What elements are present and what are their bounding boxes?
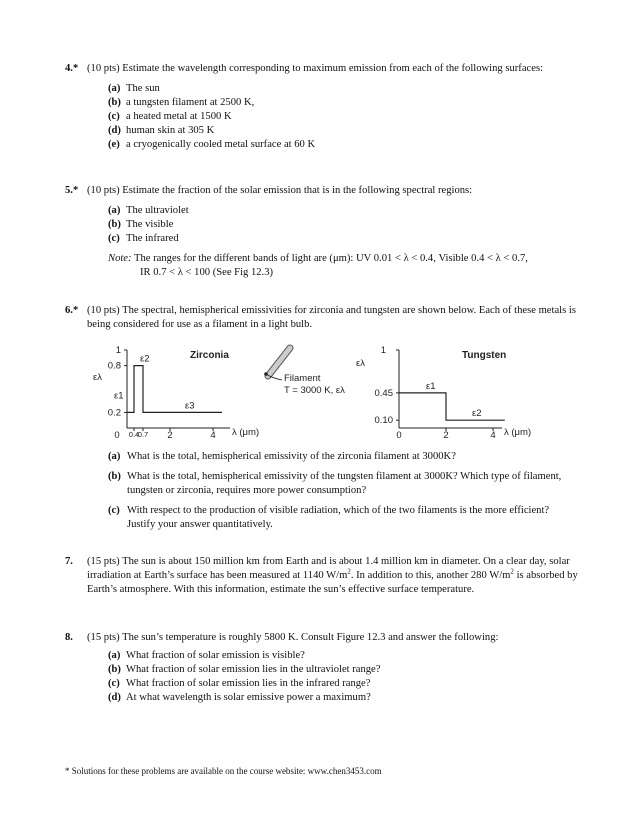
problem-number: 8. <box>65 632 73 643</box>
problem-items <box>65 450 580 532</box>
emissivity-figures <box>90 340 550 440</box>
problem-number: 7. <box>65 556 73 567</box>
list-item: (b) What fraction of solar emission lies in the ultraviolet range? <box>108 664 381 675</box>
filament-label: Filament <box>284 373 321 384</box>
problem-items <box>65 649 580 705</box>
tungsten-x-tick-label: 2 <box>443 430 449 440</box>
list-item: (a) What is the total, hemispherical emissivity of the zirconia filament at 3000K? <box>108 451 456 462</box>
list-item: (a) The ultraviolet <box>108 205 189 216</box>
tungsten-y-tick-label: 0.45 <box>374 387 393 399</box>
problem-items <box>65 204 580 246</box>
zirconia-x-label: λ (μm) <box>232 427 260 438</box>
list-item: (d) At what wavelength is solar emissive power a maximum? <box>108 692 371 703</box>
problem-8 <box>65 631 580 705</box>
tungsten-region-e1: ε1 <box>426 380 436 392</box>
zirconia-x-tick-label: 0 <box>114 430 120 440</box>
problem-6 <box>65 304 580 332</box>
tungsten-series-line <box>399 393 505 420</box>
problem-prompt: (10 pts) The spectral, hemispherical emissivities for zirconia and tungsten are shown below. Each of these metals is being considered for use as a filament in a light bulb. <box>87 305 576 330</box>
problem-number: 4.* <box>65 63 79 74</box>
list-item: (c) a heated metal at 1500 K <box>108 111 232 122</box>
problem-prompt: (10 pts) Estimate the fraction of the solar emission that is in the following spectral regions: <box>87 185 473 196</box>
filament-rod-highlight <box>268 348 290 376</box>
zirconia-x-tick-label: 0.7 <box>137 430 149 439</box>
list-item: (b) a tungsten filament at 2500 K, <box>108 97 255 108</box>
note-line-2: IR 0.7 < λ < 100 (See Fig 12.3) <box>140 267 274 278</box>
zirconia-series-line <box>127 366 222 413</box>
zirconia-y-tick-label: 1 <box>115 345 121 356</box>
tungsten-region-e2: ε2 <box>472 408 482 420</box>
problem-7 <box>65 555 580 597</box>
tungsten-y-tick-label: 1 <box>380 345 386 356</box>
zirconia-y-label: ελ <box>93 372 102 383</box>
tungsten-chart <box>356 345 531 440</box>
list-item: (a) The sun <box>108 83 160 94</box>
zirconia-x-tick-label: 0.4 <box>128 430 140 439</box>
note-label: Note: <box>108 253 132 264</box>
problem-number: 5.* <box>65 185 79 196</box>
tungsten-x-label: λ (μm) <box>504 427 532 438</box>
zirconia-region-e3: ε3 <box>185 400 195 412</box>
problem-prompt: (15 pts) The sun is about 150 million km from Earth and is about 1.4 million km in diameter. On a clear day, solar irradiation at Earth’s surface has been measured at 1140 $W/m^2$. In addition to this, another 280 $W/m^2$ is absorbed by Earth’s atmosphere. With this information, estimate the sun’s effective surface temperature. <box>87 556 578 595</box>
problem-6-questions <box>65 450 580 538</box>
tungsten-title: Tungsten <box>462 350 507 361</box>
tungsten-x-tick-label: 4 <box>490 430 496 440</box>
zirconia-x-tick-label: 2 <box>167 430 173 440</box>
filament-temperature: T = 3000 K, ελ <box>284 385 345 396</box>
problem-prompt: (15 pts) The sun’s temperature is roughly 5800 K. Consult Figure 12.3 and answer the following: <box>87 632 499 643</box>
list-item: (c) The infrared <box>108 233 179 244</box>
zirconia-title: Zirconia <box>190 350 229 361</box>
problem-4 <box>65 62 580 152</box>
note-line-1: The ranges for the different bands of light are (μm): UV 0.01 < λ < 0.4, Visible 0.4 < λ < 0.7, <box>134 253 528 264</box>
note <box>65 252 580 280</box>
problem-prompt: (10 pts) Estimate the wavelength corresponding to maximum emission from each of the following surfaces: <box>87 63 544 74</box>
zirconia-y-tick-label: 0.8 <box>107 360 121 372</box>
zirconia-chart <box>93 345 259 440</box>
list-item: (d) human skin at 305 K <box>108 125 215 136</box>
list-item: (c) What fraction of solar emission lies in the infrared range? <box>108 678 371 689</box>
zirconia-region-e1: ε1 <box>114 390 124 402</box>
tungsten-y-label: ελ <box>356 358 365 369</box>
zirconia-x-tick-label: 4 <box>210 430 216 440</box>
filament-drawing <box>264 348 345 396</box>
problem-number: 6.* <box>65 305 79 316</box>
footnote: * Solutions for these problems are available on the course website: www.chen3453.com <box>65 766 382 776</box>
list-item: (b) The visible <box>108 219 174 230</box>
zirconia-y-tick-label: 0.2 <box>107 407 121 419</box>
problem-5 <box>65 184 580 280</box>
list-item: (b) What is the total, hemispherical emissivity of the tungsten filament at 3000K? Which type of filament, tungsten or zirconia, requires more power consumption? <box>108 471 562 496</box>
emissivity-figure-svg <box>90 340 550 440</box>
list-item: (a) What fraction of solar emission is visible? <box>108 650 305 661</box>
tungsten-x-tick-label: 0 <box>396 430 402 440</box>
list-item: (e) a cryogenically cooled metal surface at 60 K <box>108 139 316 150</box>
tungsten-y-tick-label: 0.10 <box>374 415 393 427</box>
zirconia-region-e2: ε2 <box>140 353 150 365</box>
problem-items <box>65 82 580 152</box>
list-item: (c) With respect to the production of visible radiation, which of the two filaments is the more efficient? Justify your answer quantitatively. <box>108 505 550 530</box>
